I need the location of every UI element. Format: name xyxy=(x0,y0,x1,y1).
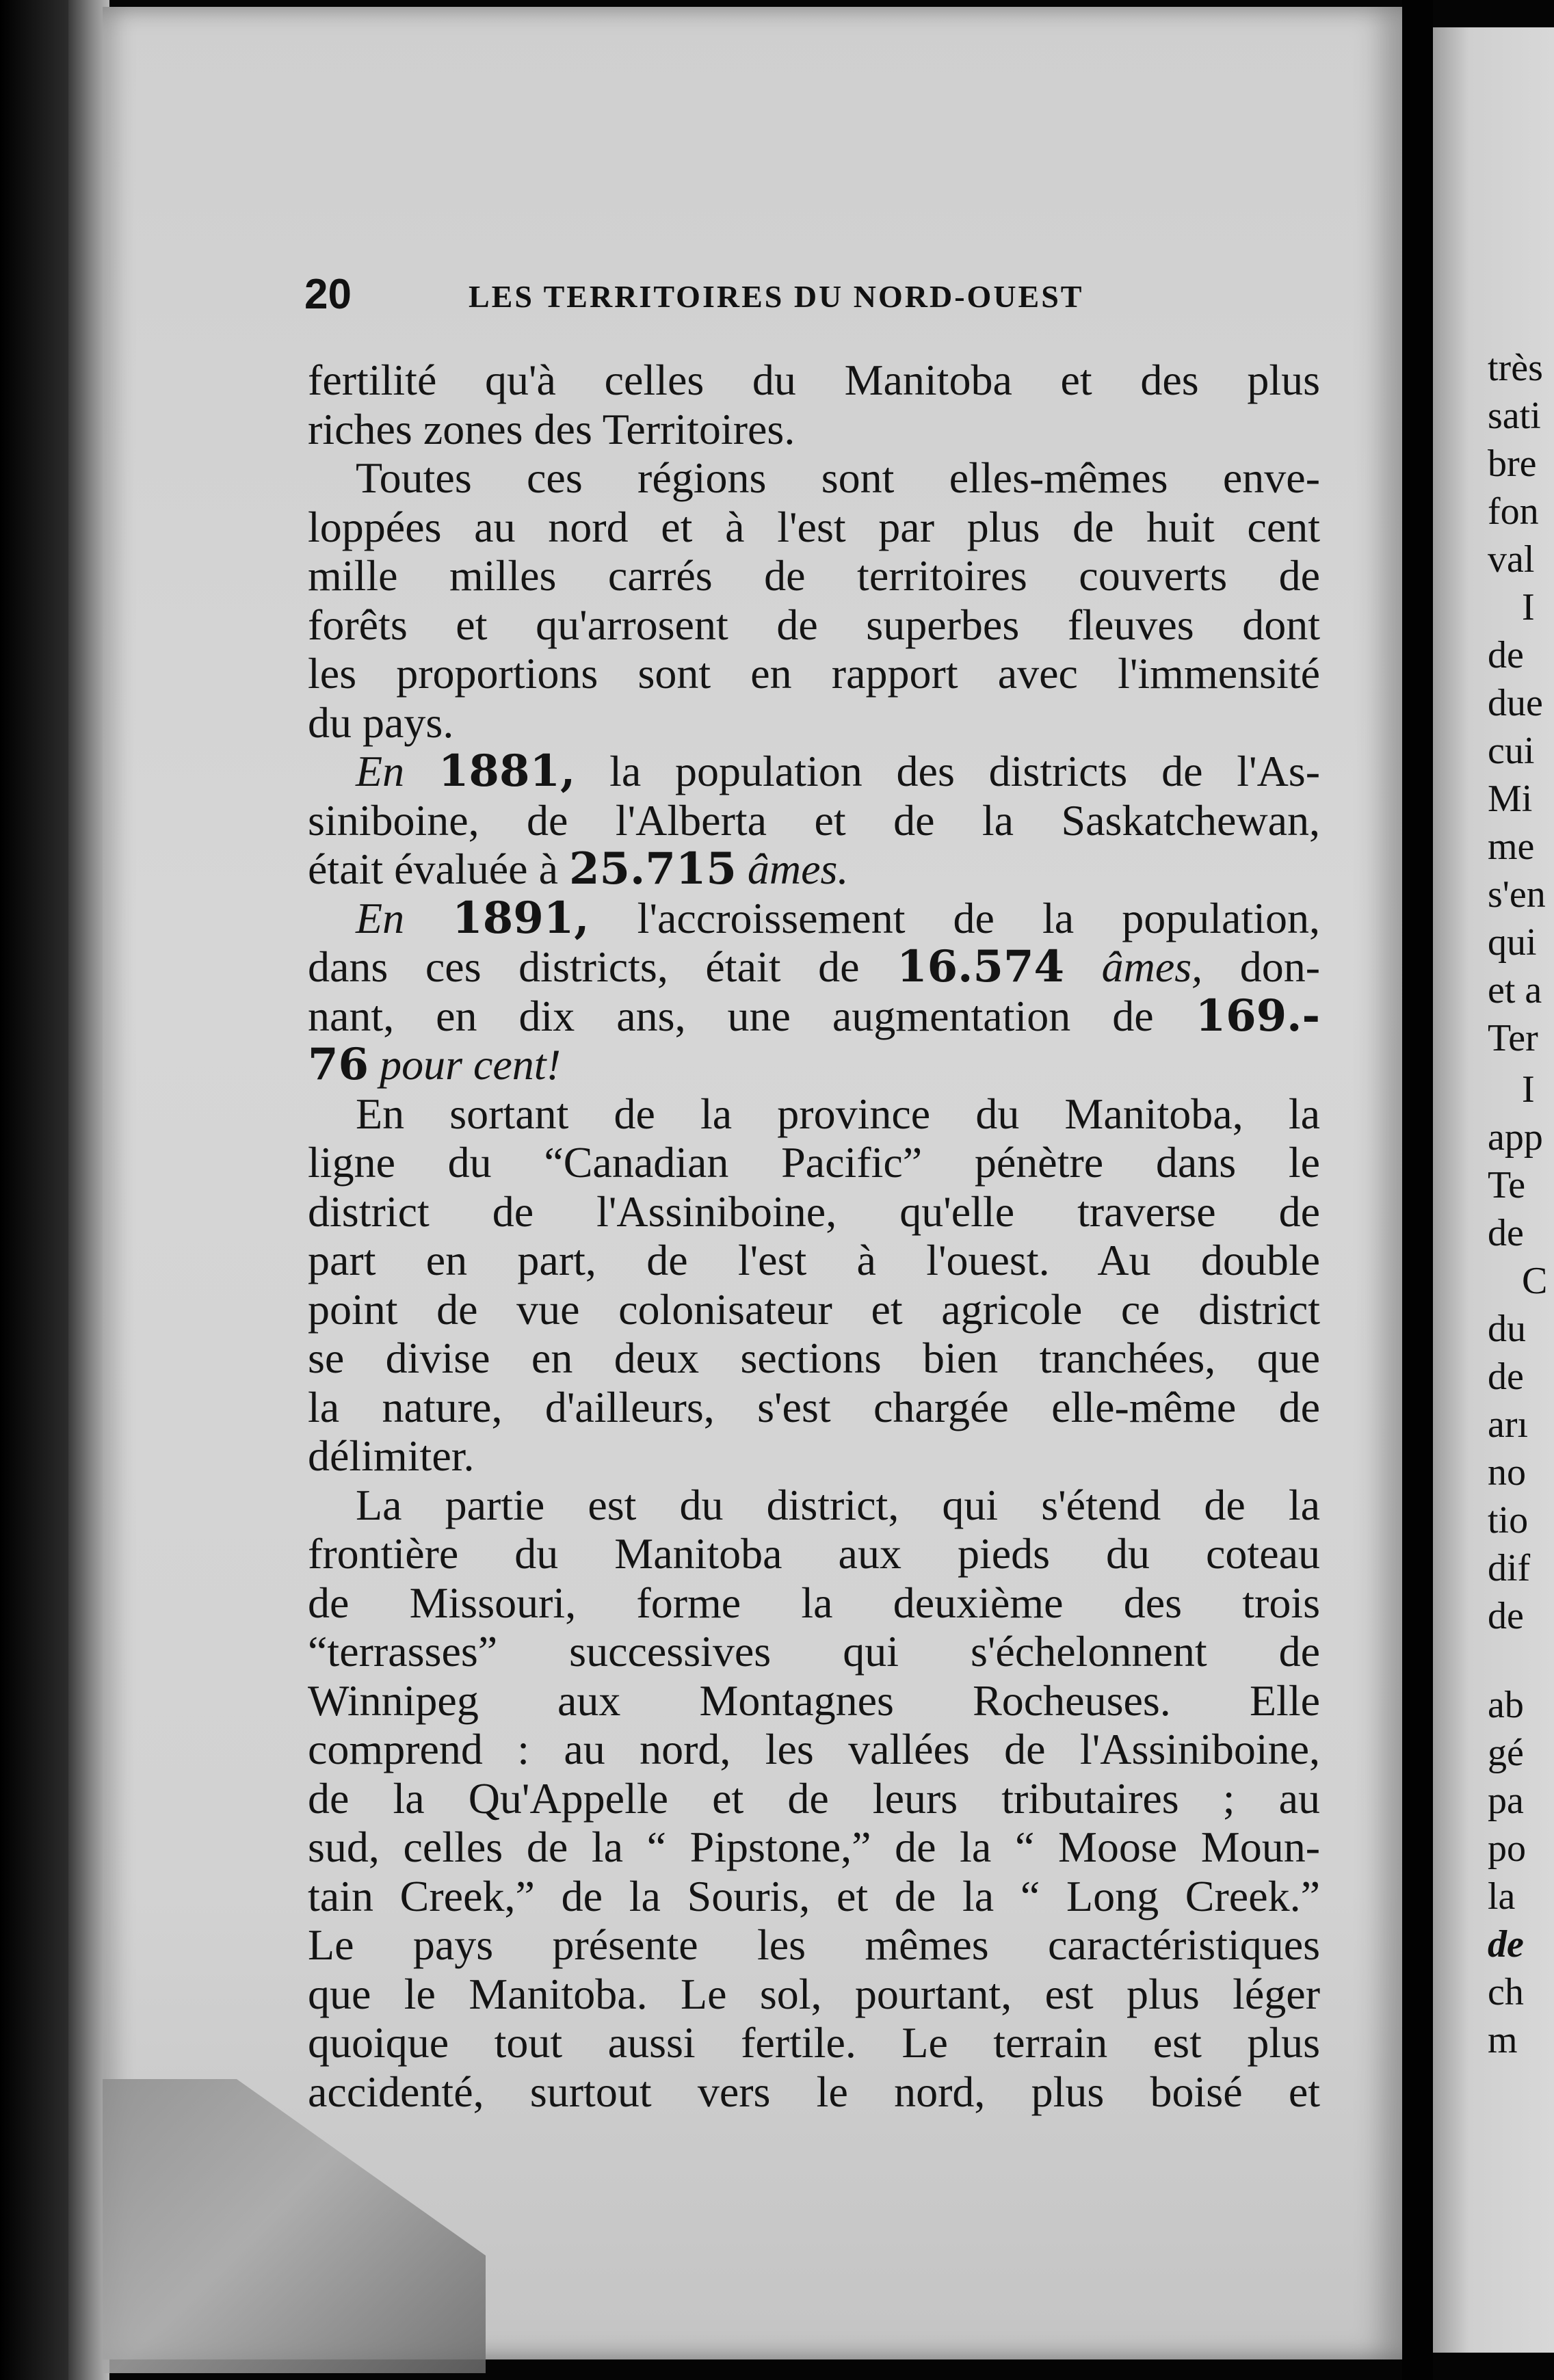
next-page-fragment: me xyxy=(1488,825,1535,868)
page-gutter xyxy=(1402,0,1433,2380)
text-line: “terrasses” successives qui s'échelonnent de xyxy=(308,1627,1320,1676)
text-line: riches zones des Territoires. xyxy=(308,404,795,453)
text-line: dans ces districts, était de 16.574 âmes, don- xyxy=(308,942,1320,992)
next-page-fragment: bre xyxy=(1488,442,1537,485)
population-figure: 25.715 xyxy=(568,845,737,894)
next-page-fragment: val xyxy=(1488,538,1535,581)
text-line: sud, celles de la “ Pipstone,” de la “ Moose Moun- xyxy=(308,1823,1320,1871)
text-line: mille milles carrés de territoires couverts de xyxy=(308,551,1320,600)
text-line: point de vue colonisateur et agricole ce district xyxy=(308,1284,1320,1334)
text-line: district de l'Assiniboine, qu'elle traverse de xyxy=(308,1187,1320,1236)
text-line: En 1881, la population des districts de l'As- xyxy=(356,747,1320,796)
text-line: la nature, d'ailleurs, s'est chargée elle-même de xyxy=(308,1382,1320,1431)
text-line: Le pays présente les mêmes caractéristiques xyxy=(308,1920,1320,1969)
text-line: ligne du “Canadian Pacific” pénètre dans le xyxy=(308,1138,1320,1187)
next-page-fragment: arı xyxy=(1488,1403,1529,1446)
text-line: La partie est du district, qui s'étend de la xyxy=(356,1480,1320,1529)
text-line: quoique tout aussi fertile. Le terrain est plus xyxy=(308,2018,1320,2067)
text-line: Toutes ces régions sont elles-mêmes enve- xyxy=(356,453,1320,502)
text-line: était évaluée à 25.715 âmes. xyxy=(308,845,849,894)
text-line: délimiter. xyxy=(308,1431,475,1480)
text-line: siniboine, de l'Alberta et de la Saskatchewan, xyxy=(308,795,1320,845)
text-line: tain Creek,” de la Souris, et de la “ Long Creek.” xyxy=(308,1871,1320,1920)
next-page-fragment: du xyxy=(1488,1308,1526,1350)
text-line: Winnipeg aux Montagnes Rocheuses. Elle xyxy=(308,1676,1320,1725)
population-figure: 16.574 xyxy=(897,942,1065,992)
percentage-figure: 76 xyxy=(308,1040,369,1089)
next-page-fragment: de xyxy=(1488,1923,1524,1966)
next-page-fragment: ch xyxy=(1488,1971,1524,2013)
text-line: part en part, de l'est à l'ouest. Au double xyxy=(308,1236,1320,1284)
next-page-fragment: Mi xyxy=(1488,778,1533,820)
page-header xyxy=(304,270,1276,318)
next-page-fragment: la xyxy=(1488,1875,1516,1918)
text-line: 76 pour cent! xyxy=(308,1040,561,1089)
next-page-fragment: fon xyxy=(1488,490,1539,533)
next-page-fragment: due xyxy=(1488,682,1543,724)
text-line: de Missouri, forme la deuxième des trois xyxy=(308,1578,1320,1627)
next-page-edge xyxy=(1433,27,1554,2353)
next-page-fragment: cui xyxy=(1488,730,1535,772)
text-line: de la Qu'Appelle et de leurs tributaires ; au xyxy=(308,1773,1320,1823)
next-page-fragment: de xyxy=(1488,634,1524,676)
next-page-fragment: dif xyxy=(1488,1547,1531,1589)
next-page-fragment: m xyxy=(1488,2019,1518,2061)
next-page-fragment: s'en xyxy=(1488,873,1546,916)
next-page-fragment: app xyxy=(1488,1116,1543,1159)
next-page-fragment: sati xyxy=(1488,395,1541,437)
text-line: loppées au nord et à l'est par plus de huit cent xyxy=(308,502,1320,551)
next-page-fragment: pa xyxy=(1488,1780,1524,1822)
next-page-fragment: très xyxy=(1488,347,1543,389)
text-line: fertilité qu'à celles du Manitoba et des plus xyxy=(308,356,1320,404)
next-page-fragment: C xyxy=(1522,1260,1548,1302)
next-page-fragment: Te xyxy=(1488,1164,1526,1206)
text-line: accidenté, surtout vers le nord, plus boisé et xyxy=(308,2067,1320,2116)
next-page-fragment: gé xyxy=(1488,1732,1524,1774)
year-figure: 1881, xyxy=(438,747,576,796)
text-line: En sortant de la province du Manitoba, la xyxy=(356,1089,1320,1138)
next-page-fragment: qui xyxy=(1488,921,1537,964)
running-title: LES TERRITOIRES DU NORD-OUEST xyxy=(469,279,1084,314)
next-page-fragment: de xyxy=(1488,1356,1524,1398)
page-number: 20 xyxy=(304,271,352,318)
next-page-fragment: po xyxy=(1488,1827,1526,1870)
text-line: comprend : au nord, les vallées de l'Assiniboine, xyxy=(308,1725,1320,1773)
text-line: En 1891, l'accroissement de la population, xyxy=(356,893,1320,942)
next-page-fragment: Ter xyxy=(1488,1017,1538,1059)
percentage-figure: 169.- xyxy=(1195,991,1320,1040)
next-page-fragment: no xyxy=(1488,1451,1526,1494)
text-line: nant, en dix ans, une augmentation de 169.- xyxy=(308,991,1320,1040)
text-line: du pays. xyxy=(308,698,454,747)
next-page-fragment: de xyxy=(1488,1595,1524,1637)
text-line: se divise en deux sections bien tranchées, que xyxy=(308,1334,1320,1382)
text-line: que le Manitoba. Le sol, pourtant, est plus léger xyxy=(308,1969,1320,2018)
text-line: forêts et qu'arrosent de superbes fleuves dont xyxy=(308,600,1320,649)
next-page-fragment: ab xyxy=(1488,1684,1524,1726)
next-page-fragment: de xyxy=(1488,1212,1524,1254)
next-page-fragment: I xyxy=(1522,586,1535,629)
year-figure: 1891, xyxy=(452,893,590,942)
body-text xyxy=(308,356,1320,2116)
next-page-fragment: tio xyxy=(1488,1499,1529,1542)
text-line: frontière du Manitoba aux pieds du coteau xyxy=(308,1529,1320,1578)
next-page-fragment: et a xyxy=(1488,969,1542,1012)
next-page-fragment: I xyxy=(1522,1068,1535,1111)
text-line: les proportions sont en rapport avec l'immensité xyxy=(308,649,1320,698)
